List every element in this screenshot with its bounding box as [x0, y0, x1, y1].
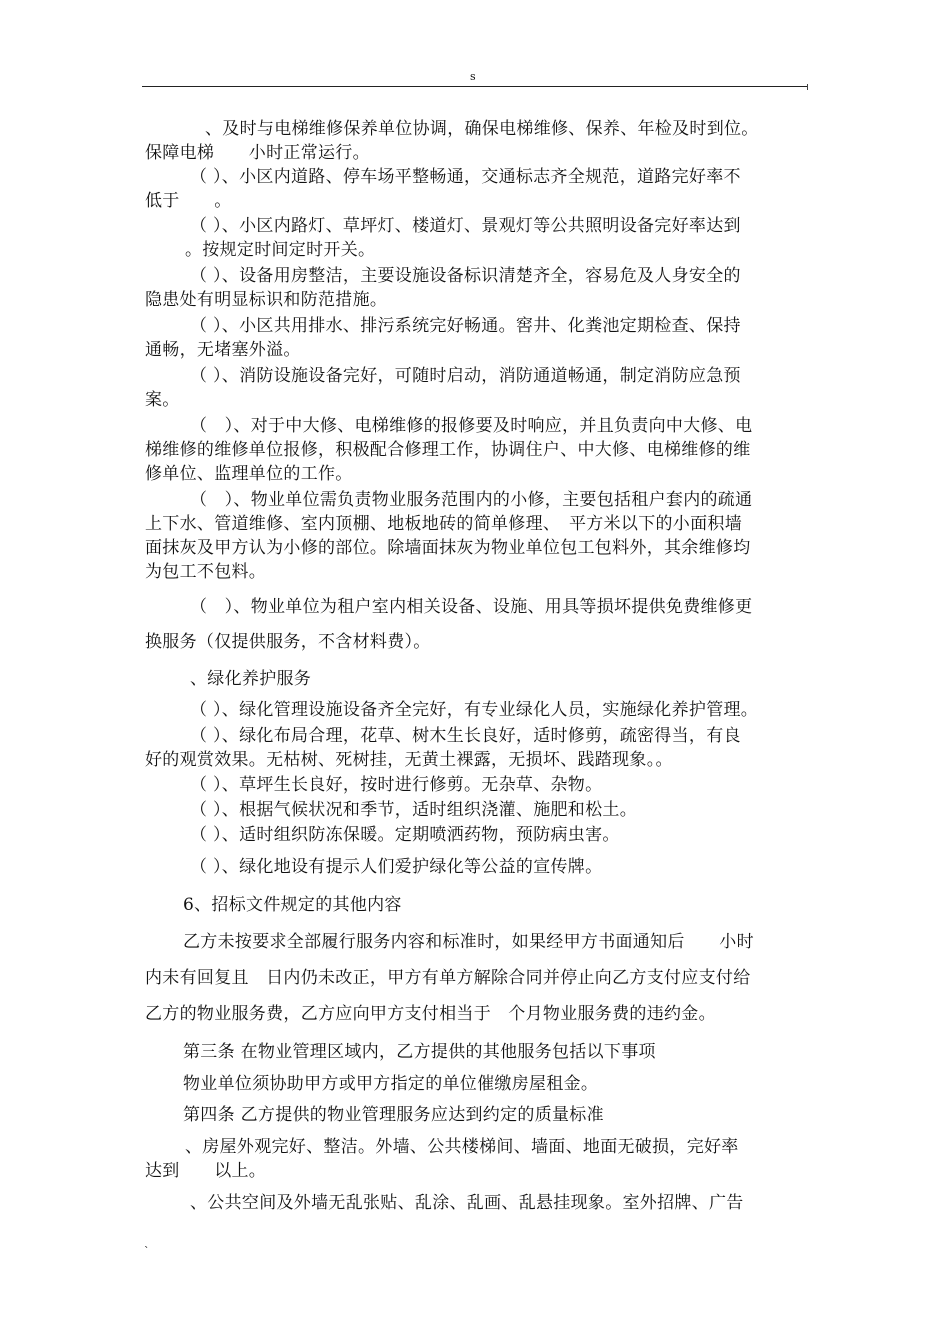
text-line: 低于 。	[145, 191, 232, 211]
text-line: 好的观赏效果。无枯树、死树挂，无黄土裸露，无损坏、践踏现象。。	[145, 750, 673, 770]
header-rule-end-tick	[807, 84, 808, 90]
text-line: （ ）、适时组织防冻保暖。定期喷洒药物，预防病虫害。	[190, 825, 620, 845]
article-heading: 第四条 乙方提供的物业管理服务应达到约定的质量标准	[183, 1105, 604, 1125]
section-heading: 6、招标文件规定的其他内容	[183, 895, 402, 915]
text-line: 通畅，无堵塞外溢。	[145, 340, 301, 360]
text-line: 乙方未按要求全部履行服务内容和标准时，如果经甲方书面通知后 小时	[183, 932, 754, 952]
text-line: 。按规定时间定时开关。	[185, 240, 376, 260]
text-line: （ ）、对于中大修、电梯维修的报修要及时响应，并且负责向中大修、电	[190, 416, 753, 436]
text-line: （ ）、小区内路灯、草坪灯、楼道灯、景观灯等公共照明设备完好率达到	[190, 216, 741, 236]
text-line: 、公共空间及外墙无乱张贴、乱涂、乱画、乱悬挂现象。室外招牌、广告	[190, 1193, 744, 1213]
text-line: 为包工不包料。	[145, 562, 267, 582]
text-line: （ ）、绿化管理设施设备齐全完好，有专业绿化人员，实施绿化养护管理。	[190, 700, 759, 720]
text-line: （ ）、小区共用排水、排污系统完好畅通。窖井、化粪池定期检查、保持	[190, 316, 741, 336]
text-line: 保障电梯 小时正常运行。	[145, 143, 370, 163]
text-line: 达到 以上。	[145, 1161, 267, 1181]
text-line: （ ）、设备用房整洁，主要设施设备标识清楚齐全，容易危及人身安全的	[190, 266, 741, 286]
text-line: 、房屋外观完好、整洁。外墙、公共楼梯间、墙面、地面无破损，完好率	[185, 1137, 739, 1157]
text-line: 物业单位须协助甲方或甲方指定的单位催缴房屋租金。	[183, 1074, 599, 1094]
text-line: 上下水、管道维修、室内顶棚、地板地砖的简单修理、 平方米以下的小面积墙	[145, 514, 742, 534]
text-line: （ ）、物业单位为租户室内相关设备、设施、用具等损坏提供免费维修更	[190, 597, 753, 617]
text-line: （ ）、草坪生长良好，按时进行修剪。无杂草、杂物。	[190, 775, 603, 795]
text-line: 隐患处有明显标识和防范措施。	[145, 290, 388, 310]
text-line: 修单位、监理单位的工作。	[145, 464, 353, 484]
text-line: 案。	[145, 390, 180, 410]
text-line: （ ）、物业单位需负责物业服务范围内的小修，主要包括租户套内的疏通	[190, 490, 753, 510]
header-mark: s	[470, 70, 476, 83]
text-line: （ ）、消防设施设备完好，可随时启动，消防通道畅通，制定消防应急预	[190, 366, 741, 386]
text-line: （ ）、绿化地设有提示人们爱护绿化等公益的宣传牌。	[190, 857, 603, 877]
text-line: 面抹灰及甲方认为小修的部位。除墙面抹灰为物业单位包工包料外，其余维修均	[145, 538, 751, 558]
text-line: （ ）、小区内道路、停车场平整畅通，交通标志齐全规范，道路完好率不	[190, 167, 741, 187]
text-line: 梯维修的维修单位报修，积极配合修理工作，协调住户、中大修、电梯维修的维	[145, 440, 751, 460]
text-line: 换服务（仅提供服务，不含材料费）。	[145, 632, 431, 652]
section-heading: 、绿化养护服务	[190, 669, 312, 689]
text-line: （ ）、绿化布局合理，花草、树木生长良好，适时修剪，疏密得当，有良	[190, 726, 741, 746]
text-line: （ ）、根据气候状况和季节，适时组织浇灌、施肥和松土。	[190, 800, 638, 820]
footer-mark: `	[144, 1245, 150, 1258]
text-line: 内未有回复且 日内仍未改正，甲方有单方解除合同并停止向乙方支付应支付给	[145, 968, 751, 988]
text-line: 乙方的物业服务费，乙方应向甲方支付相当于 个月物业服务费的违约金。	[145, 1004, 716, 1024]
text-line: 、及时与电梯维修保养单位协调，确保电梯维修、保养、年检及时到位。	[205, 119, 759, 139]
article-heading: 第三条 在物业管理区域内，乙方提供的其他服务包括以下事项	[183, 1042, 656, 1062]
header-rule	[142, 86, 808, 87]
